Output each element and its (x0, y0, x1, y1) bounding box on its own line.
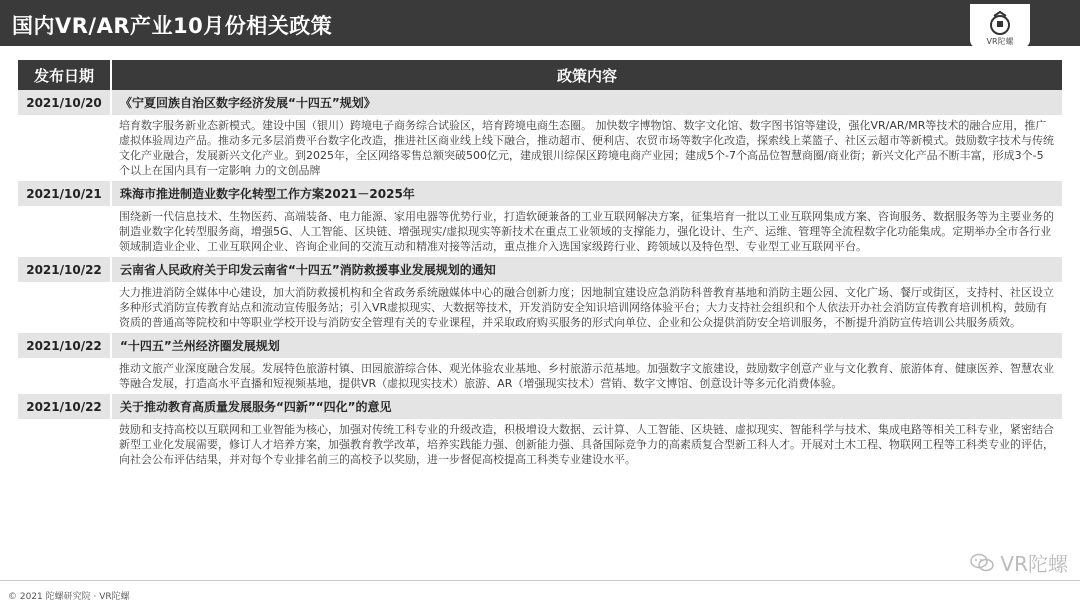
table-row (18, 333, 1062, 358)
table-row (18, 257, 1062, 282)
spacer-cell (18, 206, 111, 257)
policy-title: 《宁夏回族自治区数字经济发展“十四五”规划》 (111, 90, 1062, 115)
table-row (18, 419, 1062, 470)
table-row (18, 394, 1062, 419)
publish-date: 2021/10/21 (18, 181, 111, 206)
publish-date: 2021/10/22 (18, 257, 111, 282)
table-row (18, 206, 1062, 257)
policy-title: “十四五”兰州经济圈发展规划 (111, 333, 1062, 358)
publish-date: 2021/10/22 (18, 333, 111, 358)
column-header-content: 政策内容 (111, 60, 1062, 90)
publish-date: 2021/10/20 (18, 90, 111, 115)
spacer-cell (18, 282, 111, 333)
spacer-cell (18, 115, 111, 181)
spacer-cell (18, 358, 111, 394)
policy-body: 推动文旅产业深度融合发展。发展特色旅游村镇、田园旅游综合体、观光体验农业基地、乡村旅游示范基地。加强数字文旅建设，鼓励数字创意产业与文化教育、旅游体育、健康医养、智慧农业等融合发展，打造高水平直播和短视频基地，提供VR（虚拟现实技术）旅游、AR（增强现实技术）营销、数字文博馆、创意设计等多元化消费体验。 (111, 358, 1062, 394)
policy-title: 关于推动教育高质量发展服务“四新”“四化”的意见 (111, 394, 1062, 419)
table-row (18, 90, 1062, 115)
table-row (18, 282, 1062, 333)
table-row (18, 358, 1062, 394)
watermark (970, 548, 1068, 577)
table-row (18, 181, 1062, 206)
logo-text: VR陀螺 (986, 37, 1014, 46)
policy-table (18, 60, 1062, 470)
policy-body: 围绕新一代信息技术、生物医药、高端装备、电力能源、家用电器等优势行业，打造软硬兼备的工业互联网解决方案，征集培育一批以工业互联网集成方案、咨询服务、数据服务等为主要业务的制造业数字化转型服务商，增强5G、人工智能、区块链、增强现实/虚拟现实等新技术在重点工业领域的支撑能力，强化设计、生产、运维、管理等全流程数字化功能集成。定期举办全市各行业领域制造业企业、工业互联网企业、咨询企业间的交流互动和精准对接等活动，重点推介入选国家级跨行业、跨领域以及特色型、专业型工业互联网平台。 (111, 206, 1062, 257)
header-bar (0, 0, 1080, 46)
page-title: 国内VR/AR产业10月份相关政策 (12, 14, 333, 38)
policy-title: 珠海市推进制造业数字化转型工作方案2021－2025年 (111, 181, 1062, 206)
publish-date: 2021/10/22 (18, 394, 111, 419)
policy-body: 大力推进消防全媒体中心建设，加大消防救援机构和全省政务系统融媒体中心的融合创新力度；因地制宜建设应急消防科普教育基地和消防主题公园、文化广场、餐厅或街区，支持村、社区设立多种形式消防宣传教育站点和流动宣传服务站；引入VR虚拟现实、大数据等技术，开发消防安全知识培训网络体验平台；大力支持社会组织和个人依法开办社会消防宣传教育培训机构，鼓励有资质的普通高等院校和中等职业学校开设与消防安全管理有关的专业课程，并采取政府购买服务的形式向单位、企业和公众提供消防安全培训服务，不断提升消防宣传培训公共服务质效。 (111, 282, 1062, 333)
column-header-date: 发布日期 (18, 60, 111, 90)
gyroscope-icon (986, 10, 1014, 36)
policy-body: 培育数字服务新业态新模式。建设中国（银川）跨境电子商务综合试验区，培育跨境电商生态圈。 加快数字博物馆、数字文化馆、数字图书馆等建设，强化VR/AR/MR等技术的融合应用，推广虚拟体验周边产品。推动多元多层消费平台数字化改造，推进社区商业线上线下融合，推动超市、便利店、农贸市场等数字化改造，探索线上菜篮子、社区云超市等新模式。鼓励数字技术与传统文化产业融合，发展新兴文化产业。到2025年，全区网络零售总额突破500亿元，建成银川综保区跨境电商产业园；建成5个-7个高品位智慧商圈/商业街；新兴文化产品不断丰富，形成3个-5个以上在国内具有一定影响 力的文创品牌 (111, 115, 1062, 181)
wechat-icon (970, 553, 994, 573)
policy-title: 云南省人民政府关于印发云南省“十四五”消防救援事业发展规划的通知 (111, 257, 1062, 282)
watermark-text: VR陀螺 (1000, 552, 1068, 576)
footer-divider (0, 580, 1080, 581)
table-row (18, 115, 1062, 181)
footer-copyright: © 2021 陀螺研究院 · VR陀螺 (8, 592, 130, 602)
spacer-cell (18, 419, 111, 470)
brand-logo (970, 4, 1030, 48)
table-header-row (18, 60, 1062, 90)
policy-body: 鼓励和支持高校以互联网和工业智能为核心，加强对传统工科专业的升级改造，积极增设大数据、云计算、人工智能、区块链、虚拟现实、智能科学与技术、集成电路等相关工科专业，紧密结合新型工业化发展需要，修订人才培养方案，加强教育教学改革，培养实践能力强、创新能力强、具备国际竞争力的高素质复合型新工科人才。开展对土木工程、物联网工程等工科类专业的评估，向社会公布评估结果，并对每个专业排名前三的高校予以奖励，进一步督促高校提高工科类专业建设水平。 (111, 419, 1062, 470)
